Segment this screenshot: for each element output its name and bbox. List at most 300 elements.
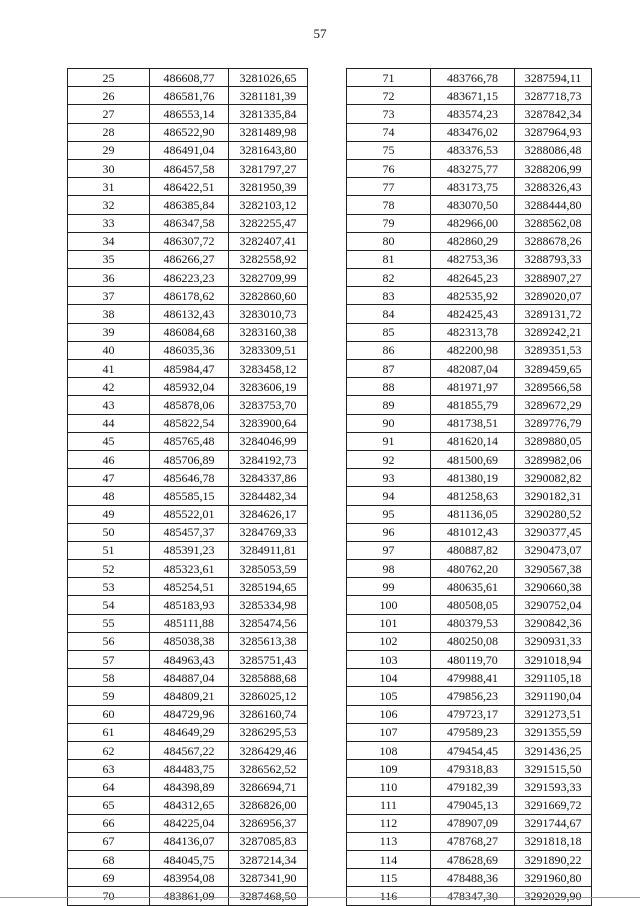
x-coordinate-cell: 480379,53	[431, 614, 515, 632]
x-coordinate-cell: 483671,15	[431, 87, 515, 105]
x-coordinate-cell: 480887,82	[431, 541, 515, 559]
point-number-cell: 60	[68, 705, 150, 723]
table-row	[68, 723, 308, 741]
point-number-cell: 81	[347, 250, 431, 268]
point-number-cell: 43	[68, 396, 150, 414]
y-coordinate-cell: 3286956,37	[229, 814, 308, 832]
x-coordinate-cell: 483070,50	[431, 196, 515, 214]
table-row	[347, 469, 592, 487]
point-number-cell: 66	[68, 814, 150, 832]
table-row	[347, 596, 592, 614]
point-number-cell: 55	[68, 614, 150, 632]
table-row	[68, 614, 308, 632]
table-row	[347, 614, 592, 632]
table-row	[347, 414, 592, 432]
x-coordinate-cell: 485457,37	[150, 523, 229, 541]
table-row	[347, 560, 592, 578]
table-row	[68, 360, 308, 378]
table-row	[68, 341, 308, 359]
table-row	[68, 87, 308, 105]
table-row	[68, 778, 308, 796]
point-number-cell: 80	[347, 232, 431, 250]
point-number-cell: 104	[347, 669, 431, 687]
point-number-cell: 32	[68, 196, 150, 214]
point-number-cell: 33	[68, 214, 150, 232]
y-coordinate-cell: 3281797,27	[229, 159, 308, 177]
point-number-cell: 72	[347, 87, 431, 105]
table-row	[347, 832, 592, 850]
y-coordinate-cell: 3283309,51	[229, 341, 308, 359]
table-row	[347, 687, 592, 705]
point-number-cell: 85	[347, 323, 431, 341]
point-number-cell: 59	[68, 687, 150, 705]
y-coordinate-cell: 3283458,12	[229, 360, 308, 378]
x-coordinate-cell: 486084,68	[150, 323, 229, 341]
table-row	[68, 487, 308, 505]
y-coordinate-cell: 3282103,12	[229, 196, 308, 214]
x-coordinate-cell: 485323,61	[150, 560, 229, 578]
y-coordinate-cell: 3281181,39	[229, 87, 308, 105]
point-number-cell: 87	[347, 360, 431, 378]
x-coordinate-cell: 483476,02	[431, 123, 515, 141]
x-coordinate-cell: 486178,62	[150, 287, 229, 305]
point-number-cell: 97	[347, 541, 431, 559]
x-coordinate-cell: 482313,78	[431, 323, 515, 341]
x-coordinate-cell: 484729,96	[150, 705, 229, 723]
x-coordinate-cell: 478768,27	[431, 832, 515, 850]
y-coordinate-cell: 3285613,38	[229, 632, 308, 650]
point-number-cell: 74	[347, 123, 431, 141]
point-number-cell: 112	[347, 814, 431, 832]
y-coordinate-cell: 3289880,05	[515, 432, 592, 450]
point-number-cell: 41	[68, 360, 150, 378]
point-number-cell: 73	[347, 105, 431, 123]
x-coordinate-cell: 480508,05	[431, 596, 515, 614]
x-coordinate-cell: 481738,51	[431, 414, 515, 432]
x-coordinate-cell: 486422,51	[150, 178, 229, 196]
table-row	[68, 705, 308, 723]
y-coordinate-cell: 3283900,64	[229, 414, 308, 432]
y-coordinate-cell: 3291515,50	[515, 760, 592, 778]
table-row	[347, 323, 592, 341]
point-number-cell: 98	[347, 560, 431, 578]
table-row	[347, 869, 592, 887]
x-coordinate-cell: 478347,30	[431, 887, 515, 905]
y-coordinate-cell: 3289672,29	[515, 396, 592, 414]
point-number-cell: 71	[347, 69, 431, 87]
point-number-cell: 108	[347, 741, 431, 759]
y-coordinate-cell: 3284769,33	[229, 523, 308, 541]
table-row	[68, 505, 308, 523]
x-coordinate-cell: 484809,21	[150, 687, 229, 705]
x-coordinate-cell: 479182,39	[431, 778, 515, 796]
table-row	[347, 814, 592, 832]
x-coordinate-cell: 483766,78	[431, 69, 515, 87]
x-coordinate-cell: 483954,08	[150, 869, 229, 887]
y-coordinate-cell: 3291744,67	[515, 814, 592, 832]
point-number-cell: 35	[68, 250, 150, 268]
x-coordinate-cell: 484649,29	[150, 723, 229, 741]
point-number-cell: 36	[68, 269, 150, 287]
point-number-cell: 106	[347, 705, 431, 723]
x-coordinate-cell: 484963,43	[150, 651, 229, 669]
table-row	[347, 741, 592, 759]
y-coordinate-cell: 3287594,11	[515, 69, 592, 87]
x-coordinate-cell: 485646,78	[150, 469, 229, 487]
y-coordinate-cell: 3285474,56	[229, 614, 308, 632]
point-number-cell: 78	[347, 196, 431, 214]
y-coordinate-cell: 3282558,92	[229, 250, 308, 268]
table-row	[347, 432, 592, 450]
y-coordinate-cell: 3291960,80	[515, 869, 592, 887]
x-coordinate-cell: 484136,07	[150, 832, 229, 850]
table-row	[347, 760, 592, 778]
x-coordinate-cell: 481971,97	[431, 378, 515, 396]
table-row	[347, 505, 592, 523]
y-coordinate-cell: 3290660,38	[515, 578, 592, 596]
x-coordinate-cell: 482966,00	[431, 214, 515, 232]
y-coordinate-cell: 3284626,17	[229, 505, 308, 523]
point-number-cell: 109	[347, 760, 431, 778]
y-coordinate-cell: 3291669,72	[515, 796, 592, 814]
y-coordinate-cell: 3289982,06	[515, 450, 592, 468]
y-coordinate-cell: 3289131,72	[515, 305, 592, 323]
x-coordinate-cell: 478488,36	[431, 869, 515, 887]
x-coordinate-cell: 486581,76	[150, 87, 229, 105]
table-row	[68, 578, 308, 596]
table-row	[68, 214, 308, 232]
x-coordinate-cell: 482200,98	[431, 341, 515, 359]
x-coordinate-cell: 486132,43	[150, 305, 229, 323]
x-coordinate-cell: 485822,54	[150, 414, 229, 432]
point-number-cell: 90	[347, 414, 431, 432]
table-row	[347, 123, 592, 141]
table-row	[68, 560, 308, 578]
y-coordinate-cell: 3291593,33	[515, 778, 592, 796]
point-number-cell: 54	[68, 596, 150, 614]
point-number-cell: 100	[347, 596, 431, 614]
point-number-cell: 51	[68, 541, 150, 559]
y-coordinate-cell: 3288678,26	[515, 232, 592, 250]
x-coordinate-cell: 486457,58	[150, 159, 229, 177]
y-coordinate-cell: 3284911,81	[229, 541, 308, 559]
x-coordinate-cell: 485254,51	[150, 578, 229, 596]
y-coordinate-cell: 3286429,46	[229, 741, 308, 759]
table-row	[347, 796, 592, 814]
x-coordinate-cell: 481500,69	[431, 450, 515, 468]
table-row	[68, 250, 308, 268]
point-number-cell: 50	[68, 523, 150, 541]
y-coordinate-cell: 3287085,83	[229, 832, 308, 850]
point-number-cell: 75	[347, 141, 431, 159]
y-coordinate-cell: 3290567,38	[515, 560, 592, 578]
x-coordinate-cell: 479988,41	[431, 669, 515, 687]
y-coordinate-cell: 3289020,07	[515, 287, 592, 305]
point-number-cell: 31	[68, 178, 150, 196]
x-coordinate-cell: 485984,47	[150, 360, 229, 378]
table-row	[347, 305, 592, 323]
y-coordinate-cell: 3281643,80	[229, 141, 308, 159]
table-row	[68, 851, 308, 869]
y-coordinate-cell: 3288444,80	[515, 196, 592, 214]
x-coordinate-cell: 478907,09	[431, 814, 515, 832]
x-coordinate-cell: 482087,04	[431, 360, 515, 378]
y-coordinate-cell: 3287468,50	[229, 887, 308, 905]
table-row	[347, 378, 592, 396]
y-coordinate-cell: 3286694,71	[229, 778, 308, 796]
point-number-cell: 52	[68, 560, 150, 578]
y-coordinate-cell: 3289776,79	[515, 414, 592, 432]
point-number-cell: 47	[68, 469, 150, 487]
y-coordinate-cell: 3285751,43	[229, 651, 308, 669]
point-number-cell: 83	[347, 287, 431, 305]
table-row	[68, 869, 308, 887]
y-coordinate-cell: 3284046,99	[229, 432, 308, 450]
x-coordinate-cell: 483574,23	[431, 105, 515, 123]
point-number-cell: 39	[68, 323, 150, 341]
x-coordinate-cell: 486035,36	[150, 341, 229, 359]
x-coordinate-cell: 484225,04	[150, 814, 229, 832]
x-coordinate-cell: 486223,23	[150, 269, 229, 287]
x-coordinate-cell: 486307,72	[150, 232, 229, 250]
point-number-cell: 111	[347, 796, 431, 814]
x-coordinate-cell: 481380,19	[431, 469, 515, 487]
table-row	[347, 396, 592, 414]
x-coordinate-cell: 483376,53	[431, 141, 515, 159]
point-number-cell: 65	[68, 796, 150, 814]
point-number-cell: 29	[68, 141, 150, 159]
x-coordinate-cell: 481258,63	[431, 487, 515, 505]
point-number-cell: 28	[68, 123, 150, 141]
point-number-cell: 34	[68, 232, 150, 250]
table-row	[347, 778, 592, 796]
x-coordinate-cell: 485932,04	[150, 378, 229, 396]
y-coordinate-cell: 3281950,39	[229, 178, 308, 196]
y-coordinate-cell: 3288907,27	[515, 269, 592, 287]
x-coordinate-cell: 479723,17	[431, 705, 515, 723]
y-coordinate-cell: 3292029,90	[515, 887, 592, 905]
table-row	[68, 178, 308, 196]
coordinates-table-right-body	[347, 69, 592, 906]
x-coordinate-cell: 483275,77	[431, 159, 515, 177]
y-coordinate-cell: 3287214,34	[229, 851, 308, 869]
table-row	[347, 632, 592, 650]
y-coordinate-cell: 3282255,47	[229, 214, 308, 232]
y-coordinate-cell: 3282860,60	[229, 287, 308, 305]
y-coordinate-cell: 3290752,04	[515, 596, 592, 614]
x-coordinate-cell: 484887,04	[150, 669, 229, 687]
table-row	[68, 105, 308, 123]
table-row	[68, 632, 308, 650]
table-row	[68, 450, 308, 468]
table-row	[68, 287, 308, 305]
y-coordinate-cell: 3285334,98	[229, 596, 308, 614]
point-number-cell: 113	[347, 832, 431, 850]
table-row	[347, 669, 592, 687]
point-number-cell: 63	[68, 760, 150, 778]
point-number-cell: 49	[68, 505, 150, 523]
table-row	[347, 578, 592, 596]
x-coordinate-cell: 484398,89	[150, 778, 229, 796]
x-coordinate-cell: 478628,69	[431, 851, 515, 869]
y-coordinate-cell: 3291273,51	[515, 705, 592, 723]
table-row	[347, 105, 592, 123]
y-coordinate-cell: 3283606,19	[229, 378, 308, 396]
point-number-cell: 70	[68, 887, 150, 905]
x-coordinate-cell: 479318,83	[431, 760, 515, 778]
y-coordinate-cell: 3291818,18	[515, 832, 592, 850]
point-number-cell: 105	[347, 687, 431, 705]
table-row	[347, 651, 592, 669]
y-coordinate-cell: 3288562,08	[515, 214, 592, 232]
x-coordinate-cell: 480250,08	[431, 632, 515, 650]
x-coordinate-cell: 484045,75	[150, 851, 229, 869]
x-coordinate-cell: 482753,36	[431, 250, 515, 268]
point-number-cell: 79	[347, 214, 431, 232]
point-number-cell: 48	[68, 487, 150, 505]
bottom-scan-line	[0, 897, 640, 898]
x-coordinate-cell: 485585,15	[150, 487, 229, 505]
y-coordinate-cell: 3287964,93	[515, 123, 592, 141]
point-number-cell: 84	[347, 305, 431, 323]
point-number-cell: 44	[68, 414, 150, 432]
table-row	[68, 760, 308, 778]
point-number-cell: 62	[68, 741, 150, 759]
y-coordinate-cell: 3283010,73	[229, 305, 308, 323]
coordinates-table-left-body	[68, 69, 308, 906]
point-number-cell: 82	[347, 269, 431, 287]
point-number-cell: 91	[347, 432, 431, 450]
point-number-cell: 93	[347, 469, 431, 487]
y-coordinate-cell: 3288206,99	[515, 159, 592, 177]
x-coordinate-cell: 485878,06	[150, 396, 229, 414]
point-number-cell: 102	[347, 632, 431, 650]
y-coordinate-cell: 3291018,94	[515, 651, 592, 669]
x-coordinate-cell: 485038,38	[150, 632, 229, 650]
x-coordinate-cell: 481620,14	[431, 432, 515, 450]
x-coordinate-cell: 485111,88	[150, 614, 229, 632]
x-coordinate-cell: 482425,43	[431, 305, 515, 323]
coordinates-table-right	[346, 68, 592, 906]
table-row	[68, 687, 308, 705]
table-row	[68, 741, 308, 759]
x-coordinate-cell: 486385,84	[150, 196, 229, 214]
y-coordinate-cell: 3290082,82	[515, 469, 592, 487]
table-row	[68, 523, 308, 541]
table-row	[68, 305, 308, 323]
table-row	[347, 851, 592, 869]
x-coordinate-cell: 479589,23	[431, 723, 515, 741]
point-number-cell: 26	[68, 87, 150, 105]
table-row	[347, 214, 592, 232]
x-coordinate-cell: 479454,45	[431, 741, 515, 759]
point-number-cell: 68	[68, 851, 150, 869]
point-number-cell: 53	[68, 578, 150, 596]
y-coordinate-cell: 3284337,86	[229, 469, 308, 487]
y-coordinate-cell: 3282709,99	[229, 269, 308, 287]
table-row	[347, 141, 592, 159]
x-coordinate-cell: 483861,09	[150, 887, 229, 905]
x-coordinate-cell: 481855,79	[431, 396, 515, 414]
point-number-cell: 45	[68, 432, 150, 450]
y-coordinate-cell: 3285194,65	[229, 578, 308, 596]
y-coordinate-cell: 3290473,07	[515, 541, 592, 559]
table-row	[68, 541, 308, 559]
table-row	[347, 196, 592, 214]
y-coordinate-cell: 3290931,33	[515, 632, 592, 650]
table-row	[347, 487, 592, 505]
table-row	[347, 341, 592, 359]
table-row	[68, 141, 308, 159]
point-number-cell: 77	[347, 178, 431, 196]
table-row	[347, 87, 592, 105]
table-row	[68, 69, 308, 87]
x-coordinate-cell: 486266,27	[150, 250, 229, 268]
point-number-cell: 57	[68, 651, 150, 669]
point-number-cell: 69	[68, 869, 150, 887]
x-coordinate-cell: 479045,13	[431, 796, 515, 814]
y-coordinate-cell: 3287842,34	[515, 105, 592, 123]
point-number-cell: 94	[347, 487, 431, 505]
y-coordinate-cell: 3285053,59	[229, 560, 308, 578]
table-row	[68, 796, 308, 814]
y-coordinate-cell: 3290842,36	[515, 614, 592, 632]
point-number-cell: 88	[347, 378, 431, 396]
y-coordinate-cell: 3283753,70	[229, 396, 308, 414]
point-number-cell: 25	[68, 69, 150, 87]
x-coordinate-cell: 482860,29	[431, 232, 515, 250]
x-coordinate-cell: 485765,48	[150, 432, 229, 450]
point-number-cell: 37	[68, 287, 150, 305]
table-row	[68, 159, 308, 177]
table-row	[68, 323, 308, 341]
y-coordinate-cell: 3286295,53	[229, 723, 308, 741]
point-number-cell: 67	[68, 832, 150, 850]
table-row	[68, 396, 308, 414]
y-coordinate-cell: 3287718,73	[515, 87, 592, 105]
y-coordinate-cell: 3287341,90	[229, 869, 308, 887]
y-coordinate-cell: 3284482,34	[229, 487, 308, 505]
table-row	[347, 287, 592, 305]
y-coordinate-cell: 3284192,73	[229, 450, 308, 468]
table-row	[347, 705, 592, 723]
table-row	[347, 541, 592, 559]
point-number-cell: 86	[347, 341, 431, 359]
table-row	[347, 159, 592, 177]
y-coordinate-cell: 3286562,52	[229, 760, 308, 778]
y-coordinate-cell: 3288086,48	[515, 141, 592, 159]
y-coordinate-cell: 3281335,84	[229, 105, 308, 123]
point-number-cell: 89	[347, 396, 431, 414]
point-number-cell: 58	[68, 669, 150, 687]
point-number-cell: 76	[347, 159, 431, 177]
table-row	[68, 596, 308, 614]
table-row	[68, 378, 308, 396]
point-number-cell: 110	[347, 778, 431, 796]
page-number: 57	[313, 26, 327, 41]
x-coordinate-cell: 486491,04	[150, 141, 229, 159]
table-row	[68, 232, 308, 250]
table-row	[68, 269, 308, 287]
table-row	[68, 469, 308, 487]
y-coordinate-cell: 3286025,12	[229, 687, 308, 705]
y-coordinate-cell: 3286826,00	[229, 796, 308, 814]
point-number-cell: 92	[347, 450, 431, 468]
table-row	[347, 523, 592, 541]
x-coordinate-cell: 482645,23	[431, 269, 515, 287]
y-coordinate-cell: 3289242,21	[515, 323, 592, 341]
x-coordinate-cell: 481136,05	[431, 505, 515, 523]
